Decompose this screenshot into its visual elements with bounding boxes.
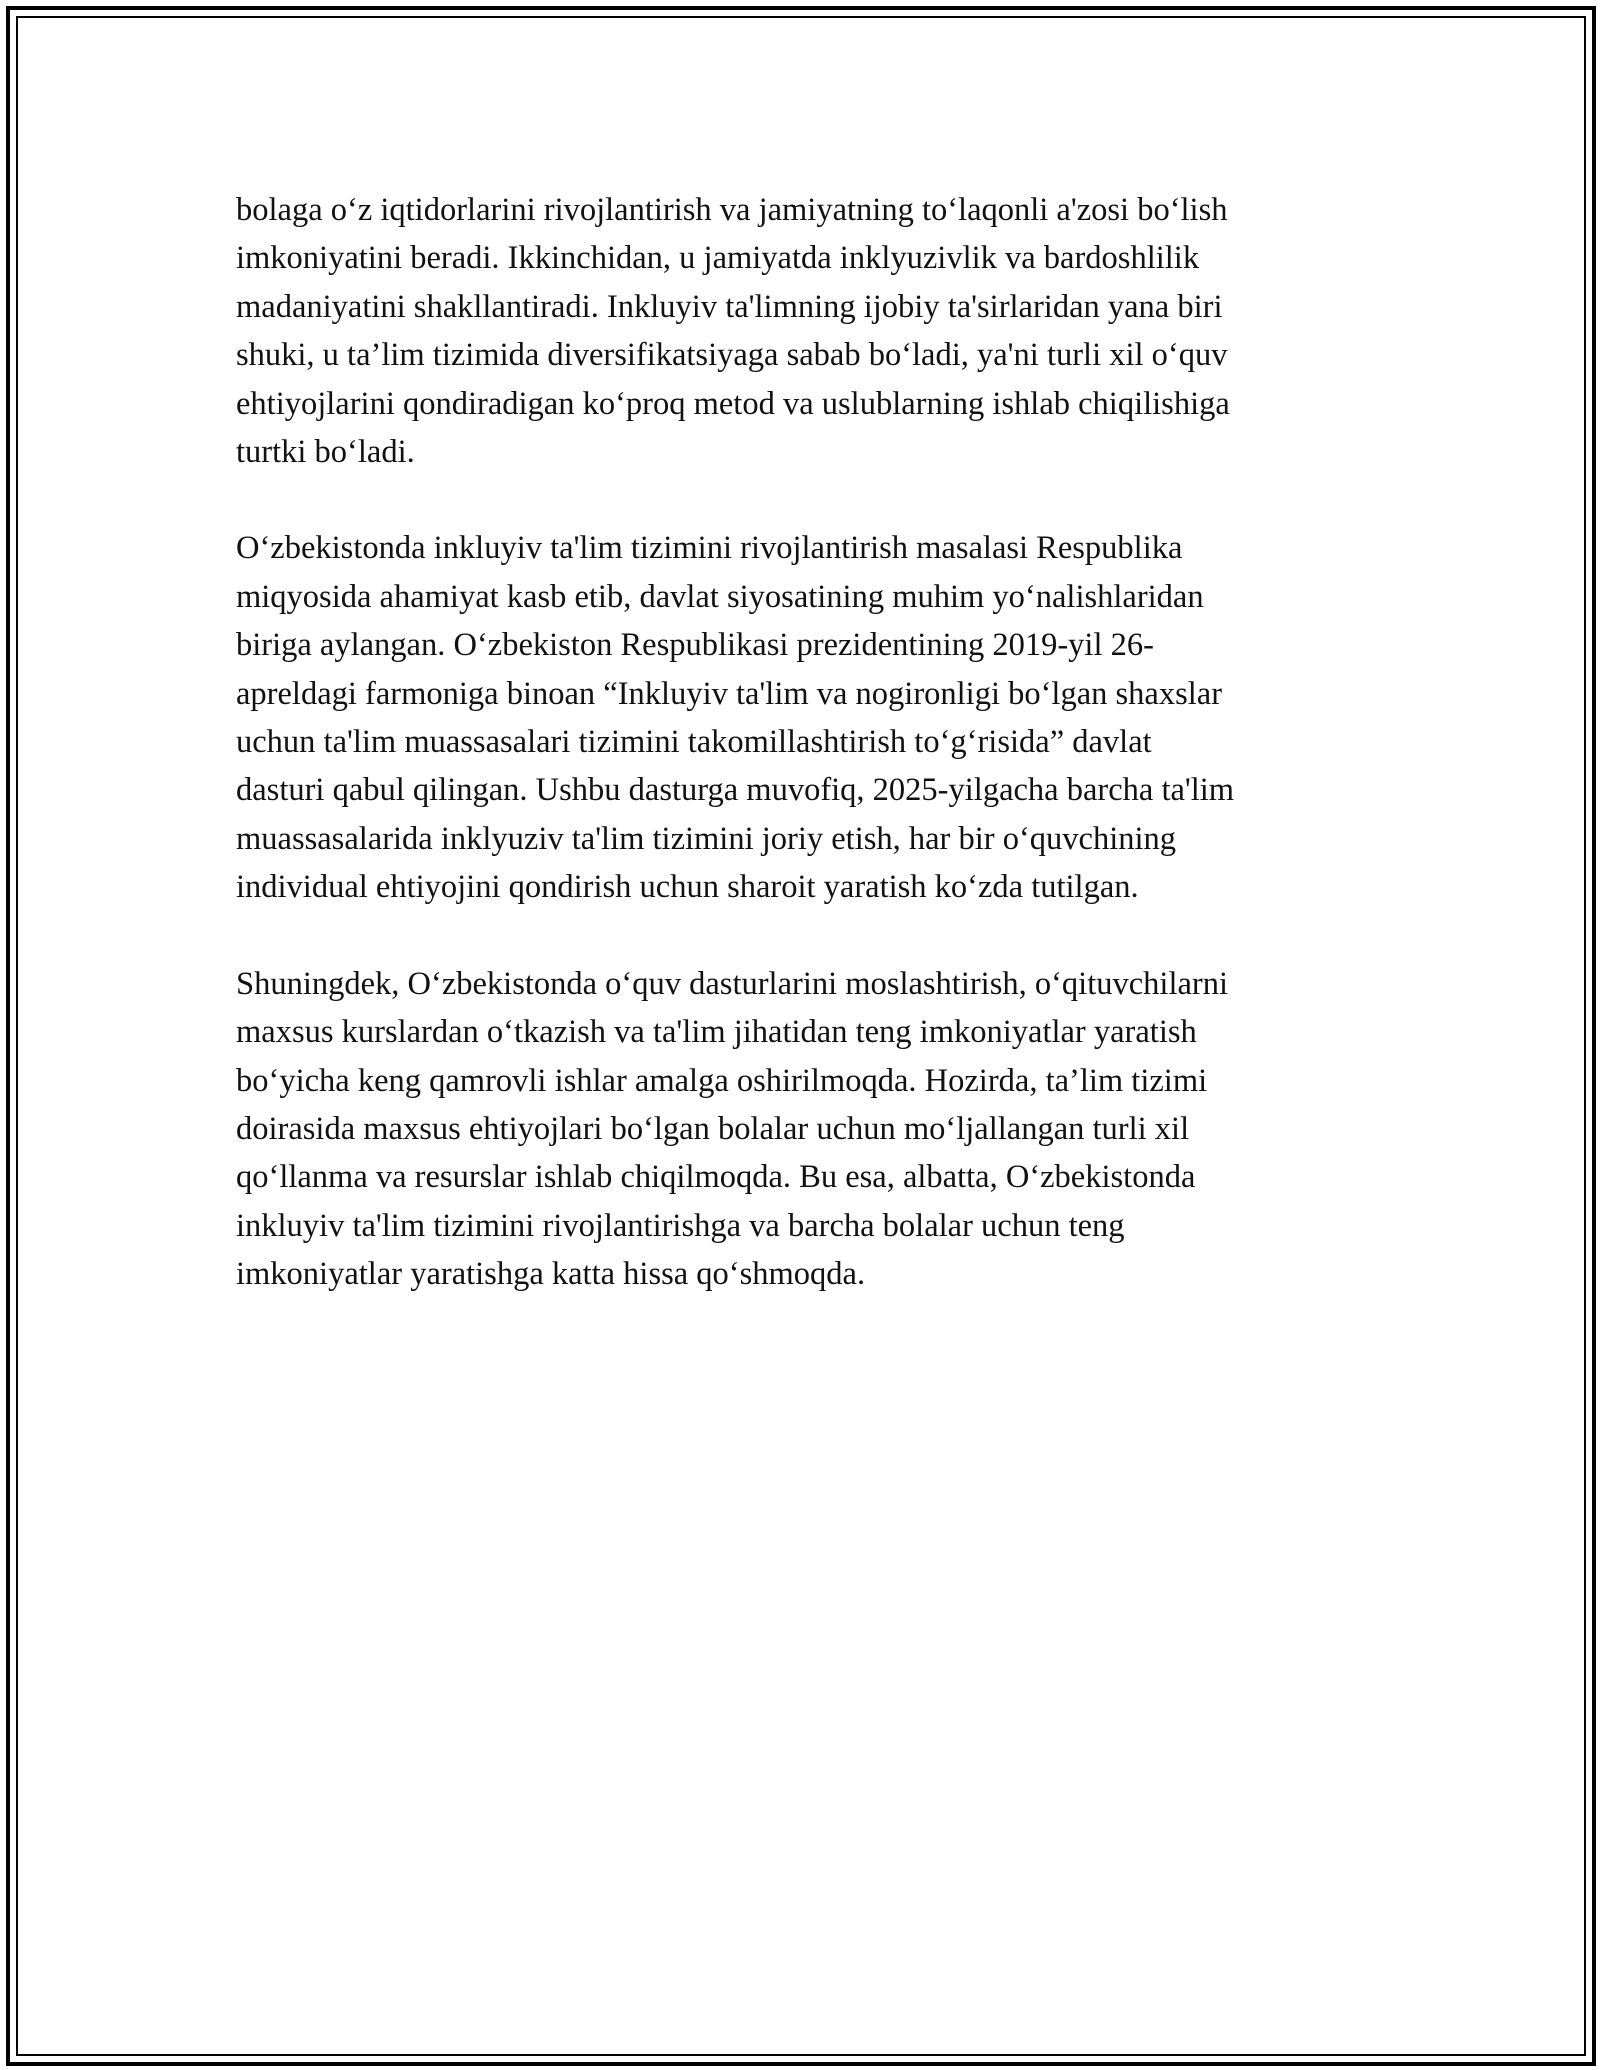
text-line: muassasalarida inklyuziv ta'lim tizimini joriy etish, har bir o‘quvchining [236,820,1177,857]
text-line: O‘zbekistonda inkluyiv ta'lim tizimini rivojlantirish masalasi Respublika [236,530,1183,567]
paragraph-1 [236,186,1386,476]
text-line: inkluyiv ta'lim tizimini rivojlantirishga va barcha bolalar uchun teng [236,1207,1125,1244]
text-line: bo‘yicha keng qamrovli ishlar amalga oshirilmoqda. Hozirda, ta’lim tizimi [236,1062,1208,1099]
text-line: maxsus kurslardan o‘tkazish va ta'lim jihatidan teng imkoniyatlar yaratish [236,1014,1197,1051]
text-line: Shuningdek, O‘zbekistonda o‘quv dasturlarini moslashtirish, o‘qituvchilarni [236,965,1228,1002]
text-line: apreldagi farmoniga binoan “Inkluyiv ta'lim va nogironligi bo‘lgan shaxslar [236,675,1223,712]
text-line: imkoniyatlar yaratishga katta hissa qo‘shmoqda. [236,1256,866,1293]
text-line: biriga aylangan. O‘zbekiston Respublikasi prezidentining 2019-yil 26- [236,627,1154,664]
text-line: dasturi qabul qilingan. Ushbu dasturga muvofiq, 2025-yilgacha barcha ta'lim [236,772,1235,809]
text-line: qo‘llanma va resurslar ishlab chiqilmoqda. Bu esa, albatta, O‘zbekistonda [236,1159,1196,1196]
text-line: shuki, u ta’lim tizimida diversifikatsiyaga sabab bo‘ladi, ya'ni turli xil o‘quv [236,337,1228,374]
text-line: imkoniyatini beradi. Ikkinchidan, u jamiyatda inklyuzivlik va bardoshlilik [236,240,1200,277]
text-line: individual ehtiyojini qondirish uchun sharoit yaratish ko‘zda tutilgan. [236,869,1139,906]
text-line: doirasida maxsus ehtiyojlari bo‘lgan bolalar uchun mo‘ljallangan turli xil [236,1110,1190,1147]
paragraph-2 [236,524,1386,911]
text-line: madaniyatini shakllantiradi. Inkluyiv ta'limning ijobiy ta'sirlaridan yana biri [236,288,1223,325]
text-line: turtki bo‘ladi. [236,434,415,471]
document-body [236,186,1386,1347]
paragraph-3 [236,960,1386,1299]
text-line: miqyosida ahamiyat kasb etib, davlat siyosatining muhim yo‘nalishlaridan [236,578,1204,615]
text-line: ehtiyojlarini qondiradigan ko‘proq metod va uslublarning ishlab chiqilishiga [236,385,1230,422]
text-line: bolaga o‘z iqtidorlarini rivojlantirish va jamiyatning to‘laqonli a'zosi bo‘lish [236,192,1228,228]
text-line: uchun ta'lim muassasalari tizimini takomillashtirish to‘g‘risida” davlat [236,724,1152,761]
